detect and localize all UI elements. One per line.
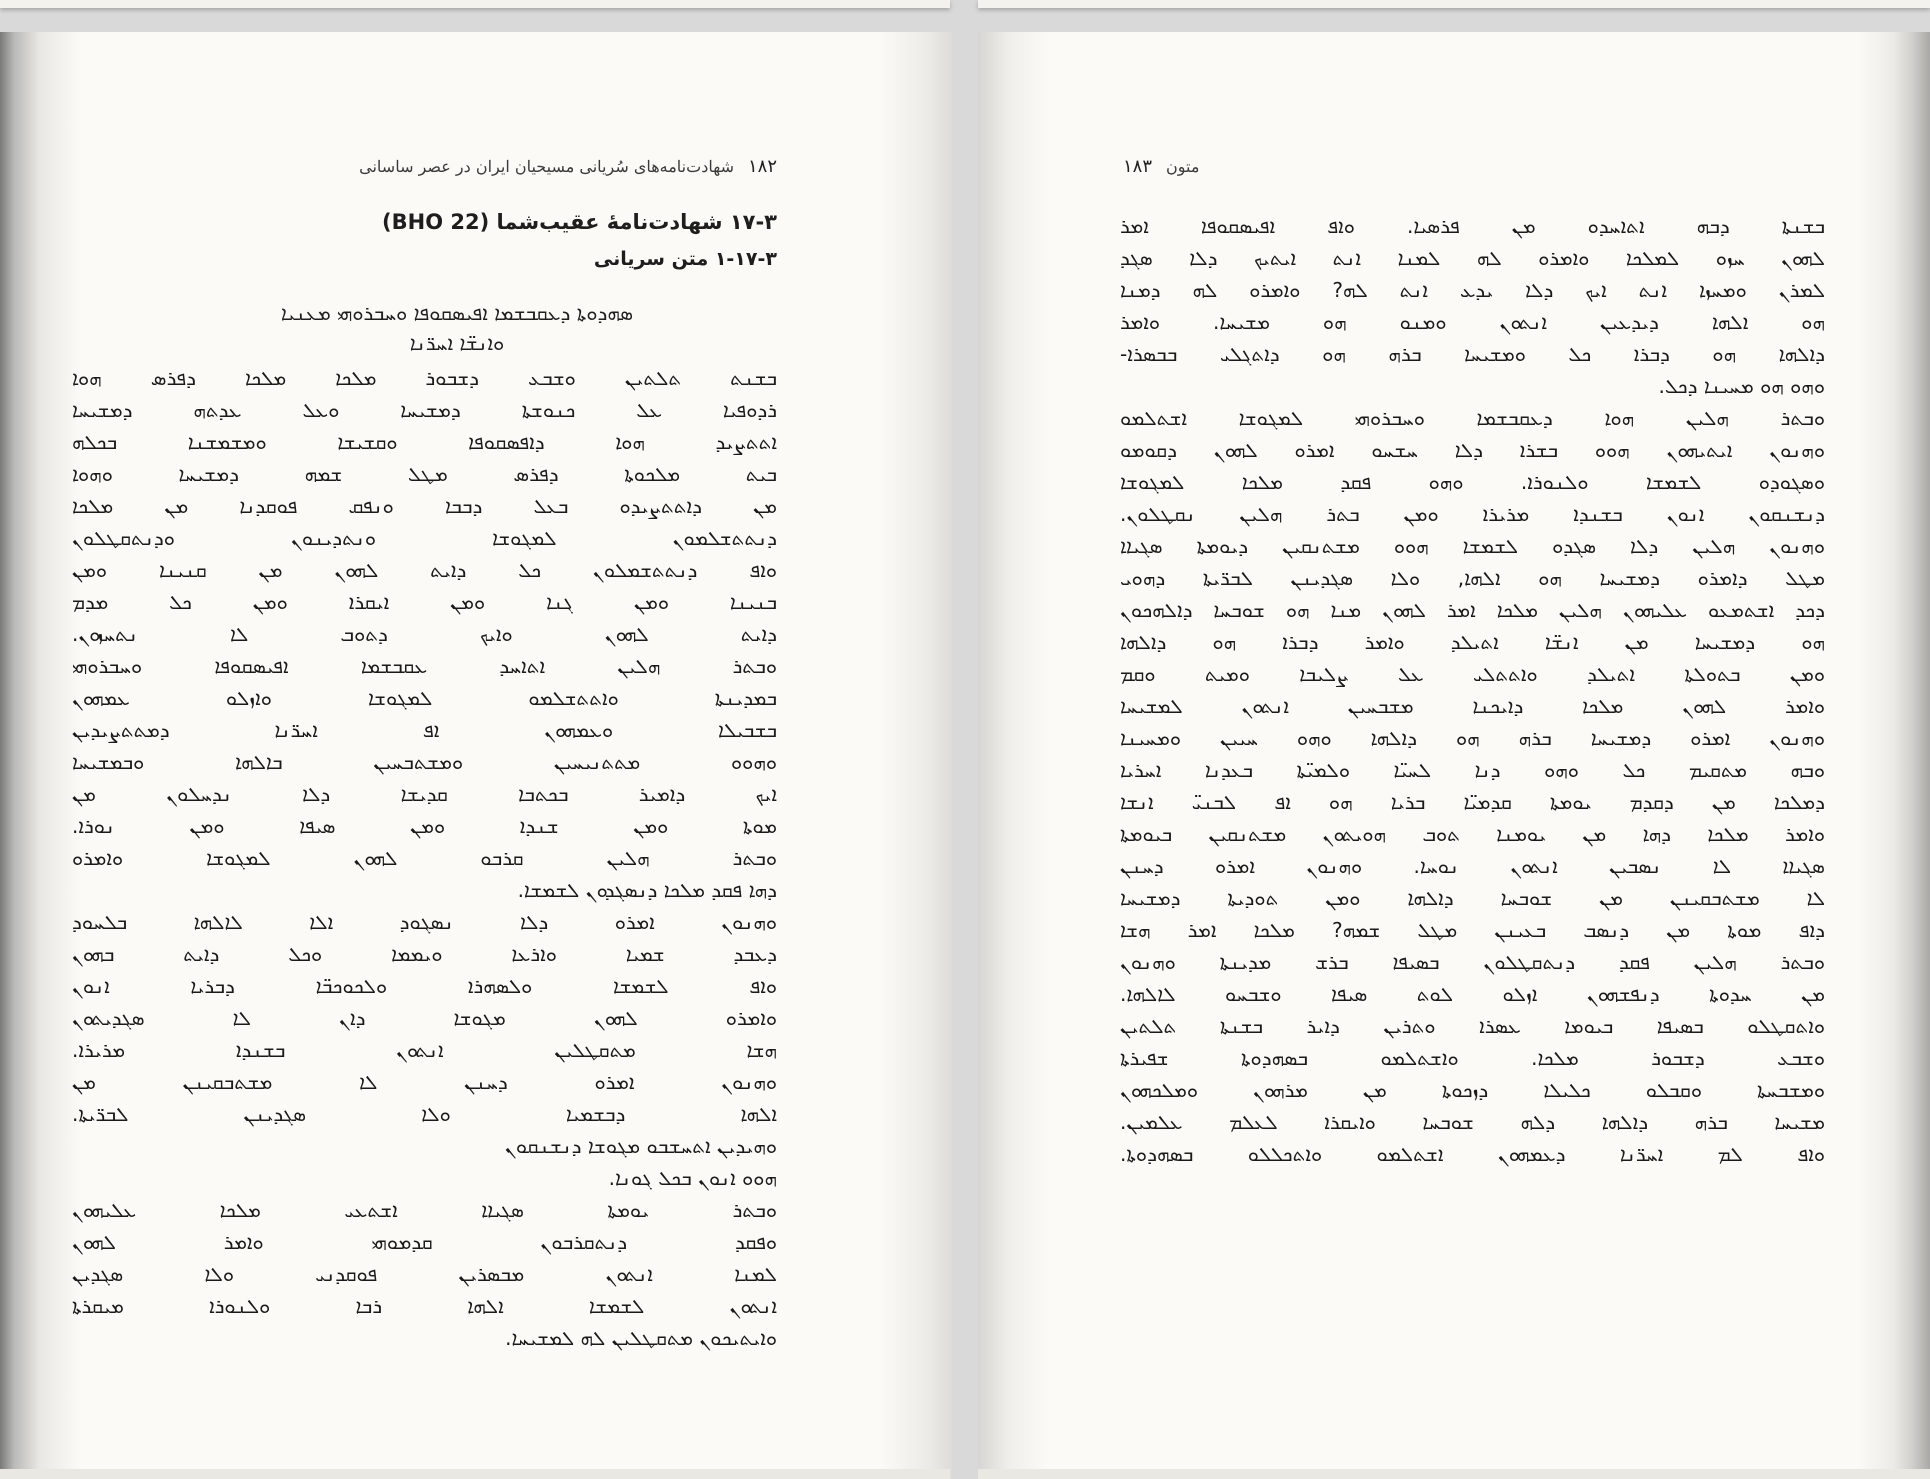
right-syriac-text-block [1120, 210, 1825, 1170]
text-line: ܕܐܦ ܡܘܬܐ ܡܢ ܕܢܣܒ ܒܥܝܢܢ ܡܛܠ ܫܡܗ? ܡܠܟܐ ܐܡܪ ܗܫܐ [1120, 918, 1825, 942]
text-line: ܘܒܗ ܡܬܩܝܡ ܟܠ ܘܗܘ ܕܢܐ ܠܚܝ̈ܐ ܘܠܡܝ̈ܬܐ ܒܥܕܢܐ ܐܚܪܝܐ [1120, 758, 1825, 782]
text-line: ܘܐܡܪ ܡܠܟܐ ܕܗܐ ܡܢ ܝܘܡܢܐ ܬܘܒ ܗܘܝܬܘܢ ܡܫܬܢܩܝܢ ܒܝܘܡܬܐ [1120, 822, 1825, 846]
text-line: ܐܝܟ ܕܐܡܝܪ ܒܟܬܒܐ ܩܕܝܫܐ ܕܠܐ ܢܕܚܠܘܢ ܡܢ [72, 782, 777, 806]
text-line: ܘܗܘܘ ܡܬܬܢܝܚܝܢ ܘܡܫܬܒܚܝܢ ܒܐܠܗܐ ܘܒܡܫܝܚܐ [72, 750, 777, 774]
text-line: ܗܘ ܐܠܗܐ ܕܝܕܥܝܢ ܐܢܬܘܢ ܘܡܢܘ ܗܘ ܡܫܝܚܐ. ܘܐܡܪ [1120, 310, 1825, 334]
syriac-title-line: ܘܐܢܫ̈ܐ ܐܚܪ̈ܢܐ [409, 331, 505, 355]
text-line: ܕܥܒܕ ܫܡܝܐ ܘܐܪܥܐ ܘܝܡܡܐ ܘܟܠ ܕܐܝܬ ܒܗܘܢ [72, 942, 777, 966]
previous-spread-edge-right [978, 0, 1930, 8]
left-running-header [359, 156, 777, 177]
text-line: ܕܐܝܬ ܠܗܘܢ ܘܐܝܟ ܕܬܘܒ ܠܐ ܢܬܚܙܘܢ. [72, 622, 777, 646]
text-line: ܘܡܫܒܚܬܐ ܘܩܒܠܘ ܟܠܝܠܐ ܕܙܟܘܬܐ ܡܢ ܡܪܗܘܢ ܘܡܠܟܗܘܢ [1120, 1078, 1825, 1102]
next-spread-edge-left [0, 1469, 950, 1479]
text-line: ܪܕܘܦܝܐ ܥܠ ܟܢܘܫܬܐ ܕܡܫܝܚܐ ܘܥܠ ܥܕܬܗ ܕܡܫܝܚܐ [72, 398, 777, 422]
left-page-number: ۱۸۲ [747, 156, 777, 177]
text-line: ܒܝܬ ܡܠܟܘܬܐ ܕܦܪܣ ܡܛܠ ܫܡܗ ܕܡܫܝܚܐ ܘܗܘܐ [72, 462, 777, 486]
text-line: ܘܒܬܪ ܗܠܝܢ ܦܩܕ ܕܢܬܩܛܠܘܢ ܒܣܝܦܐ ܒܪܫ ܡܕܝܢܬܐ ܘܗܢܘܢ [1120, 950, 1825, 974]
text-line: ܘܐܡܪܘ ܠܗܘܢ ܡܓܘܫܐ ܕܐܢ ܠܐ ܣܓܕܝܬܘܢ [72, 1006, 777, 1030]
text-line: ܐܠܗܐ ܕܒܫܡܝܐ ܘܠܐ ܣܓܕܝܢܢ ܠܒܪ̈ܝܬܐ. [72, 1102, 777, 1126]
text-line: ܘܒܬܪ ܝܘܡܬܐ ܣܓܝܐܐ ܐܫܬܥܝ ܡܠܟܐ ܥܠܝܗܘܢ [72, 1198, 777, 1222]
text-line: ܒܫܒܝܠܐ ܘܥܡܗܘܢ ܐܦ ܐܚܪ̈ܢܐ ܕܡܬܬܨܝܕܝܢ [72, 718, 777, 742]
text-line: ܠܗܘܢ ܚܙܘ ܠܡܠܟܐ ܘܐܡܪܘ ܠܗ ܠܡܢܐ ܐܢܬ ܐܝܬܝܟ ܕܠܐ ܣܓܕ [1120, 246, 1825, 270]
text-line: ܠܡܢܐ ܐܢܬܘܢ ܡܒܣܪܝܢ ܦܘܩܕܢܝ ܘܠܐ ܣܓܕܝܢ [72, 1262, 777, 1286]
text-line: ܡܘܬܐ ܘܡܢ ܫܢܕܐ ܘܡܢ ܣܝܦܐ ܘܡܢ ܢܘܪܐ. [72, 814, 777, 838]
text-line: ܡܢ ܕܐܬܬܨܝܕܘ ܒܥܠ ܕܒܒܐ ܘܢܦܩ ܦܘܩܕܢܐ ܡܢ ܡܠܟܐ [72, 494, 777, 518]
text-line: ܡܛܠ ܕܐܡܪܘ ܕܡܫܝܚܐ ܗܘ ܐܠܗܐ, ܘܠܐ ܣܓܕܝܢܢ ܠܒܪ̈ܝܬܐ ܕܗܘܝ [1120, 566, 1825, 590]
text-line: ܘܐܦ ܠܫܡܫܐ ܘܠܣܗܪܐ ܘܠܟܘܟܒ̈ܐ ܕܒܪܝܐ ܐܢܘܢ [72, 974, 777, 998]
text-line: ܘܒܬܪ ܗܠܝܢ ܐܬܐܚܕ ܥܩܒܫܡܐ ܐܦܝܣܩܘܦܐ ܘܚܒܪܘܗܝ [72, 654, 777, 678]
text-line: ܘܐܦ ܕܢܬܬܫܡܠܘܢ ܟܠ ܕܐܝܬ ܠܗܘܢ ܡܢ ܩܢܝܢܐ ܘܡܢ [72, 558, 777, 582]
previous-spread-edge-left [0, 0, 950, 8]
text-line: ܘܗܘ ܗܘ ܡܚܝܢܐ ܕܟܠ. [1658, 374, 1825, 398]
text-line: ܘܒܬܪ ܗܠܝܢ ܩܪܒܘ ܠܗܘܢ ܠܡܓܘܫܐ ܘܐܡܪܘ [72, 846, 777, 870]
text-line: ܕܢܬܬܫܠܡܘܢ ܠܡܓܘܫܐ ܘܢܬܕܝܢܘܢ ܘܕܢܬܩܛܠܘܢ [72, 526, 777, 550]
text-line: ܕܡܠܟܐ ܡܢ ܕܩܕܡ ܝܘܡܬܐ ܩܕܡܝ̈ܐ ܒܪܝܐ ܗܘ ܐܦ ܠܒܢܝ̈ ܐܢܫܐ [1120, 790, 1825, 814]
next-spread-edge-right [978, 1469, 1930, 1479]
text-line: ܒܫܢܬ ܬܠܬܝܢ ܘܫܒܥ ܕܫܒܘܪ ܡܠܟܐ ܡܠܟܐ ܕܦܪܣ ܗܘܐ [72, 366, 777, 390]
left-running-header-text: شهادت‌نامه‌های سُریانی مسیحیان ایران در عصر ساسانی [359, 157, 734, 176]
text-line: ܘܗܢܘܢ ܐܡܪܘ ܕܠܐ ܢܣܓܘܕ ܐܠܐ ܠܐܠܗܐ ܒܠܚܘܕ [72, 910, 777, 934]
text-line: ܐܢܬܘܢ ܠܫܡܫܐ ܐܠܗܐ ܪܒܐ ܘܠܢܘܪܐ ܡܝܩܪܬܐ [72, 1294, 777, 1318]
text-line: ܘܗܢܘܢ ܐܡܪܘ ܕܡܫܝܚܐ ܒܪܗ ܗܘ ܕܐܠܗܐ ܘܗܘ ܚܝܝܢ ܘܡܚܝܢܐ [1120, 726, 1825, 750]
text-line: ܘܐܡܪ ܠܗܘܢ ܡܠܟܐ ܕܐܝܟܢܐ ܡܫܒܚܝܢ ܐܢܬܘܢ ܠܡܫܝܚܐ [1120, 694, 1825, 718]
text-line: ܣܓܝܐܐ ܠܐ ܢܣܒܝܢ ܐܢܬܘܢ ܢܘܚܐ. ܘܗܢܘܢ ܐܡܪܘ ܕܚܢܢ [1120, 854, 1825, 878]
text-line: ܘܡܢ ܒܬܘܠܬܐ ܐܬܝܠܕ ܘܐܬܬܠܝ ܥܠ ܨܠܝܒܐ ܘܡܝܬ ܘܩܡ [1120, 662, 1825, 686]
text-line: ܗܘ ܕܡܫܝܚܐ ܡܢ ܐܢܫ̈ܐ ܐܬܝܠܕ ܘܐܡܪ ܕܒܪܐ ܗܘ ܕܐܠܗܐ [1120, 630, 1825, 654]
right-page [978, 32, 1930, 1479]
text-line: ܗܘܘ ܐܢܘܢ ܒܟܠ ܓܘܢܐ. [608, 1166, 777, 1190]
text-line: ܒܫܢܬܐ ܕܒܗ ܐܬܐܚܕܘ ܡܢ ܦܪܣܝܐ. ܘܐܦ ܐܦܝܣܩܘܦܐ ܐܡܪ [1120, 214, 1825, 238]
text-line: ܘܗܝܕܝܢ ܐܬܚܫܒܘ ܡܓܘܫܐ ܕܢܫܢܩܘܢ [504, 1134, 777, 1158]
section-heading: ۱-۱۷-۳ متن سریانی [593, 248, 777, 270]
text-line: ܘܐܝܬܝܟܘܢ ܡܬܩܛܠܝܢ ܠܗ ܠܡܫܝܚܐ. [505, 1326, 777, 1350]
text-line: ܕܗܐ ܦܩܕ ܡܠܟܐ ܕܢܣܓܕܘܢ ܠܫܡܫܐ. [517, 878, 777, 902]
syriac-title [187, 298, 727, 358]
text-line: ܘܗܢܘܢ ܐܝܬܝܗܘܢ ܗܘܘ ܒܫܪܐ ܕܠܐ ܚܫܚܘ ܐܡܪܘ ܠܗܘܢ ܕܩܘܡܘ [1120, 438, 1825, 462]
text-line: ܒܡܕܝܢܬܐ ܘܐܬܬܫܠܡܘ ܠܡܓܘܫܐ ܘܐܙܠܘ ܥܡܗܘܢ [72, 686, 777, 710]
text-line: ܕܟܕ ܐܫܬܡܥܘ ܥܠܝܗܘܢ ܗܠܝܢ ܡܠܟܐ ܐܡܪ ܠܗܘܢ ܡܢܐ ܗܘ ܫܘܒܚܐ ܕܐܠܗܟܘܢ [1120, 598, 1825, 622]
text-line: ܕܐܠܗܐ ܗܘ ܕܒܪܐ ܟܠ ܘܡܫܝܚܐ ܒܪܗ ܗܘ ܕܐܬܓܠܝ ܒܒܣܪܐ- [1120, 342, 1825, 366]
right-running-header [1123, 156, 1199, 177]
text-line: ܕܢܫܢܩܘܢ ܐܢܘܢ ܒܫܢܕܐ ܡܪܝܪܐ ܘܡܢ ܒܬܪ ܗܠܝܢ ܢܩܛܠܘܢ. [1120, 502, 1825, 526]
text-line: ܘܦܩܕ ܕܢܬܩܪܒܘܢ ܩܕܡܘܗܝ ܘܐܡܪ ܠܗܘܢ [72, 1230, 777, 1254]
text-line: ܘܗܢܘܢ ܗܠܝܢ ܕܠܐ ܣܓܕܘ ܠܫܡܫܐ ܗܘܘ ܡܫܬܢܩܝܢ ܕܝܘܡܬܐ ܣܓܝܐܐ [1120, 534, 1825, 558]
text-line: ܡܫܝܚܐ ܒܪܗ ܕܐܠܗܐ ܕܠܗ ܫܘܒܚܐ ܘܐܝܩܪܐ ܠܥܠܡ ܥܠܡܝܢ. [1120, 1110, 1825, 1134]
right-page-number: ۱۸۳ [1123, 156, 1153, 177]
text-line: ܘܫܒܥ ܕܫܒܘܪ ܡܠܟܐ. ܘܐܫܬܠܡܘ ܒܣܗܕܘܬܐ ܫܦܝܪܬܐ [1120, 1046, 1825, 1070]
text-line: ܠܡܪܢ ܘܡܚܙܐ ܐܢܬ ܐܝܟ ܕܠܐ ܝܕܥ ܐܢܬ ܠܗ? ܘܐܡܪܘ ܠܗ ܕܡܢܐ [1120, 278, 1825, 302]
text-line: ܘܣܓܘܕܘ ܠܫܡܫܐ ܘܠܢܘܪܐ. ܘܗܘ ܦܩܕ ܡܠܟܐ ܠܡܓܘܫܐ [1120, 470, 1825, 494]
text-line: ܘܐܦ ܠܡ ܐܚܪ̈ܢܐ ܕܥܡܗܘܢ ܐܫܬܠܡܘ ܘܐܬܟܠܠܘ ܒܣܗܕܘܬܐ. [1120, 1142, 1825, 1166]
text-line: ܡܢ ܚܕܘܬܐ ܕܢܦܫܗܘܢ ܐܙܠܘ ܠܘܬ ܣܝܦܐ ܘܫܒܚܘ ܠܐܠܗܐ. [1120, 982, 1825, 1006]
right-running-header-text: متون [1166, 157, 1200, 176]
text-line: ܘܒܬܪ ܗܠܝܢ ܗܘܐ ܕܥܩܒܫܡܐ ܘܚܒܪܘܗܝ ܠܡܓܘܫܐ ܐܫܬܠܡܘ [1120, 406, 1825, 430]
left-page [0, 32, 952, 1479]
text-line: ܗܫܐ ܡܬܩܛܠܝܢ ܐܢܬܘܢ ܒܫܢܕܐ ܡܪܝܪܐ. [72, 1038, 777, 1062]
text-line: ܘܐܬܩܛܠܘ ܒܣܝܦܐ ܒܝܘܡܐ ܥܣܪܐ ܘܬܪܝܢ ܕܐܝܪ ܒܫܢܬܐ ܬܠܬܝܢ [1120, 1014, 1825, 1038]
text-line: ܒܢܝܢܐ ܘܡܢ ܓܢܐ ܘܡܢ ܐܝܩܪܐ ܘܡܢ ܟܠ ܡܕܡ [72, 590, 777, 614]
text-line: ܐܬܬܨܝܕ ܗܘܐ ܕܐܦܣܩܘܦܐ ܘܩܫܝܫܐ ܘܡܫܡܫܢܐ ܒܟܠܗ [72, 430, 777, 454]
text-line: ܠܐ ܡܫܬܒܩܝܢܢ ܡܢ ܫܘܒܚܐ ܕܐܠܗܐ ܘܡܢ ܬܘܕܝܬܐ ܕܡܫܝܚܐ [1120, 886, 1825, 910]
chapter-heading: ۱۷-۳ شهادت‌نامهٔ عقیب‌شما (BHO 22) [382, 210, 777, 234]
syriac-title-line: ܣܗܕܘܬܐ ܕܥܩܒܫܡܐ ܐܦܝܣܩܘܦܐ ܘܚܒܪܘܗܝ ܡܥܢܝܐ [280, 301, 634, 325]
text-line: ܘܗܢܘܢ ܐܡܪܘ ܕܚܢܢ ܠܐ ܡܫܬܒܩܝܢܢ ܡܢ [72, 1070, 777, 1094]
left-syriac-text-block [72, 362, 777, 1354]
